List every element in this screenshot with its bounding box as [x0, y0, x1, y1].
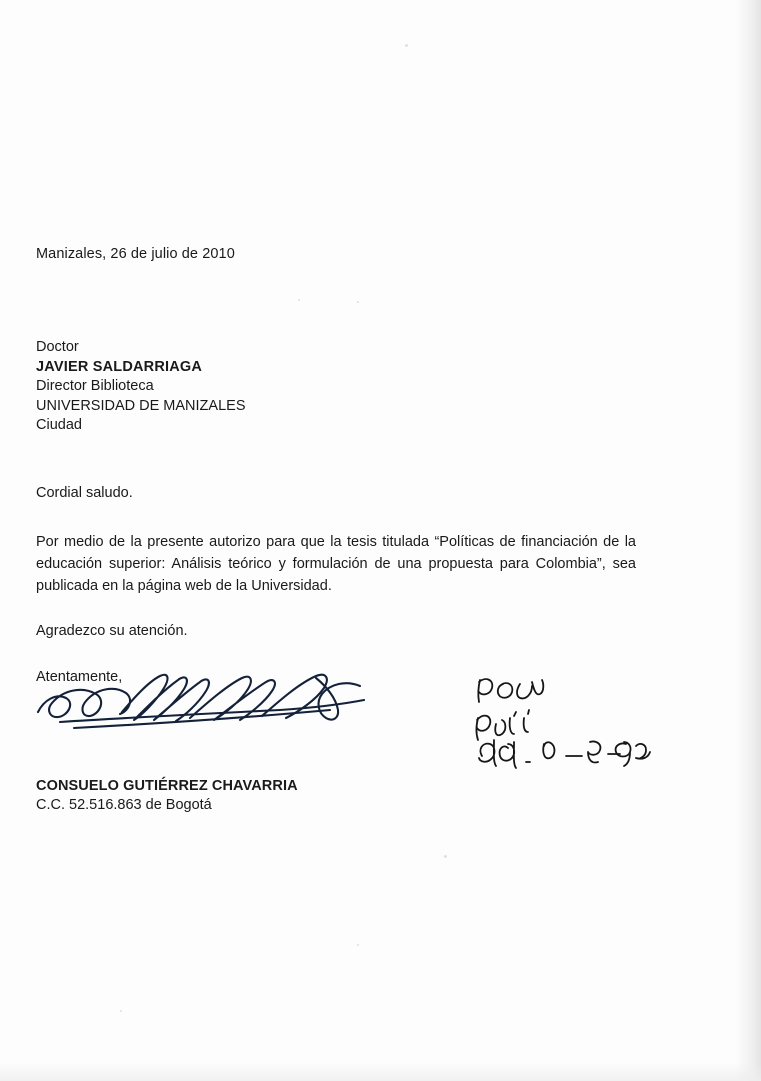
addressee-title: Doctor [36, 339, 79, 355]
addressee-name: JAVIER SALDARRIAGA [36, 358, 203, 375]
addressee-organization: UNIVERSIDAD DE MANIZALES [36, 397, 246, 414]
signer-name: CONSUELO GUTIÉRREZ CHAVARRIA [36, 777, 298, 794]
letter-date: Manizales, 26 de julio de 2010 [36, 246, 235, 262]
scan-speck [405, 44, 408, 47]
body-paragraph: Por medio de la presente autorizo para que la tesis titulada “Políticas de financiación de la educación superior: Análisis teórico y formulación de una propuesta para Colombia”, sea publicada en la página web de la Universidad. [36, 533, 636, 594]
greeting-line: Cordial saludo. [36, 484, 133, 501]
scan-edge-shadow-right [735, 0, 761, 1081]
signature-block [36, 777, 636, 815]
scan-speck [357, 944, 359, 946]
addressee-position: Director Biblioteca [36, 378, 154, 394]
scan-speck [444, 855, 447, 858]
scan-edge-shadow-bottom [0, 1063, 761, 1081]
closing-line: Atentamente, [36, 668, 123, 685]
signer-id: C.C. 52.516.863 de Bogotá [36, 796, 212, 813]
thanks-line: Agradezco su atención. [36, 622, 188, 639]
letter-content [36, 246, 636, 815]
addressee-block [36, 338, 636, 436]
addressee-city: Ciudad [36, 417, 82, 433]
scan-speck [120, 1010, 122, 1012]
